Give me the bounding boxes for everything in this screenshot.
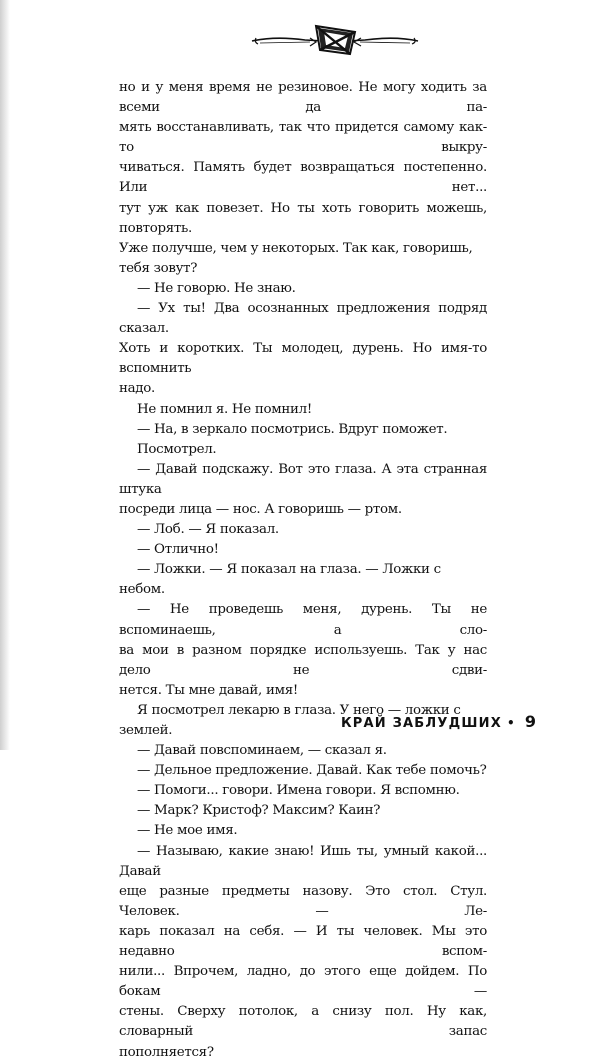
paragraph-line: Хоть и коротких. Ты молодец, дурень. Но имя-то вспомнить xyxy=(119,341,487,377)
paragraph: — Называю, какие знаю! Ишь ты, умный какой... Давай xyxy=(119,843,487,879)
paragraph: — Не проведешь меня, дурень. Ты не вспоминаешь, а сло- xyxy=(119,602,487,638)
running-title: КРАЙ ЗАБЛУДШИХ xyxy=(340,716,502,731)
paragraph: Не помнил я. Не помнил! xyxy=(137,401,312,417)
paragraph: — Ложки. — Я показал на глаза. — Ложки с небом. xyxy=(119,562,441,598)
paragraph-line: нется. Ты мне давай, имя! xyxy=(119,682,298,698)
paragraph: Я посмотрел лекарю в глаза. У него — ложки с землей. xyxy=(119,702,461,738)
paragraph: — Не мое имя. xyxy=(137,823,238,839)
paragraph-line: чиваться. Память будет возвращаться постепенно. Или нет... xyxy=(119,160,487,196)
paragraph: — Отлично! xyxy=(137,542,219,558)
paragraph: — Лоб. — Я показал. xyxy=(137,522,279,538)
paragraph-line: еще разные предметы назову. Это стол. Стул. Человек. — Ле- xyxy=(119,883,487,919)
page-number: 9 xyxy=(524,712,536,731)
footer-separator: • xyxy=(506,716,516,730)
paragraph-line: пополняется? xyxy=(119,1044,214,1060)
paragraph: — Не говорю. Не знаю. xyxy=(137,280,296,296)
paragraph: Посмотрел. xyxy=(137,441,217,457)
paragraph: — Дельное предложение. Давай. Как тебе помочь? xyxy=(137,763,487,779)
paragraph-line: тут уж как повезет. Но ты хоть говорить можешь, повторять. xyxy=(119,200,487,236)
paragraph-line: стены. Сверху потолок, а снизу пол. Ну как, словарный запас xyxy=(119,1004,487,1040)
paragraph-line: надо. xyxy=(119,381,155,397)
paragraph: — Давай подскажу. Вот это глаза. А эта странная штука xyxy=(119,461,487,497)
paragraph-line: мять восстанавливать, так что придется самому как-то выкру- xyxy=(119,120,487,156)
paragraph: — На, в зеркало посмотрись. Вдруг поможет. xyxy=(137,421,448,437)
paragraph-line: карь показал на себя. — И ты человек. Мы это недавно вспом- xyxy=(119,923,487,960)
paragraph: — Помоги... говори. Имена говори. Я вспомню. xyxy=(137,783,460,799)
paragraph: — Давай повспоминаем, — сказал я. xyxy=(137,743,387,759)
paragraph: — Марк? Кристоф? Максим? Каин? xyxy=(137,803,381,819)
paragraph-line: посреди лица — нос. А говоришь — ртом. xyxy=(119,501,402,517)
page-gutter-shadow xyxy=(0,0,10,750)
paragraph: — Ух ты! Два осознанных предложения подряд сказал. xyxy=(119,301,487,337)
paragraph-line: нили... Впрочем, ладно, до этого еще дойдем. По бокам — xyxy=(119,964,487,1000)
paragraph: но и у меня время не резиновое. Не могу ходить за всеми да па- xyxy=(119,80,487,116)
paragraph-line: ва мои в разном порядке используешь. Так у нас дело не сдви- xyxy=(119,642,487,678)
page-footer xyxy=(341,712,536,731)
chapter-ornament-icon xyxy=(250,16,420,62)
body-text xyxy=(119,78,487,1063)
paragraph-line: Уже получше, чем у некоторых. Так как, говоришь, тебя зовут? xyxy=(119,240,473,276)
